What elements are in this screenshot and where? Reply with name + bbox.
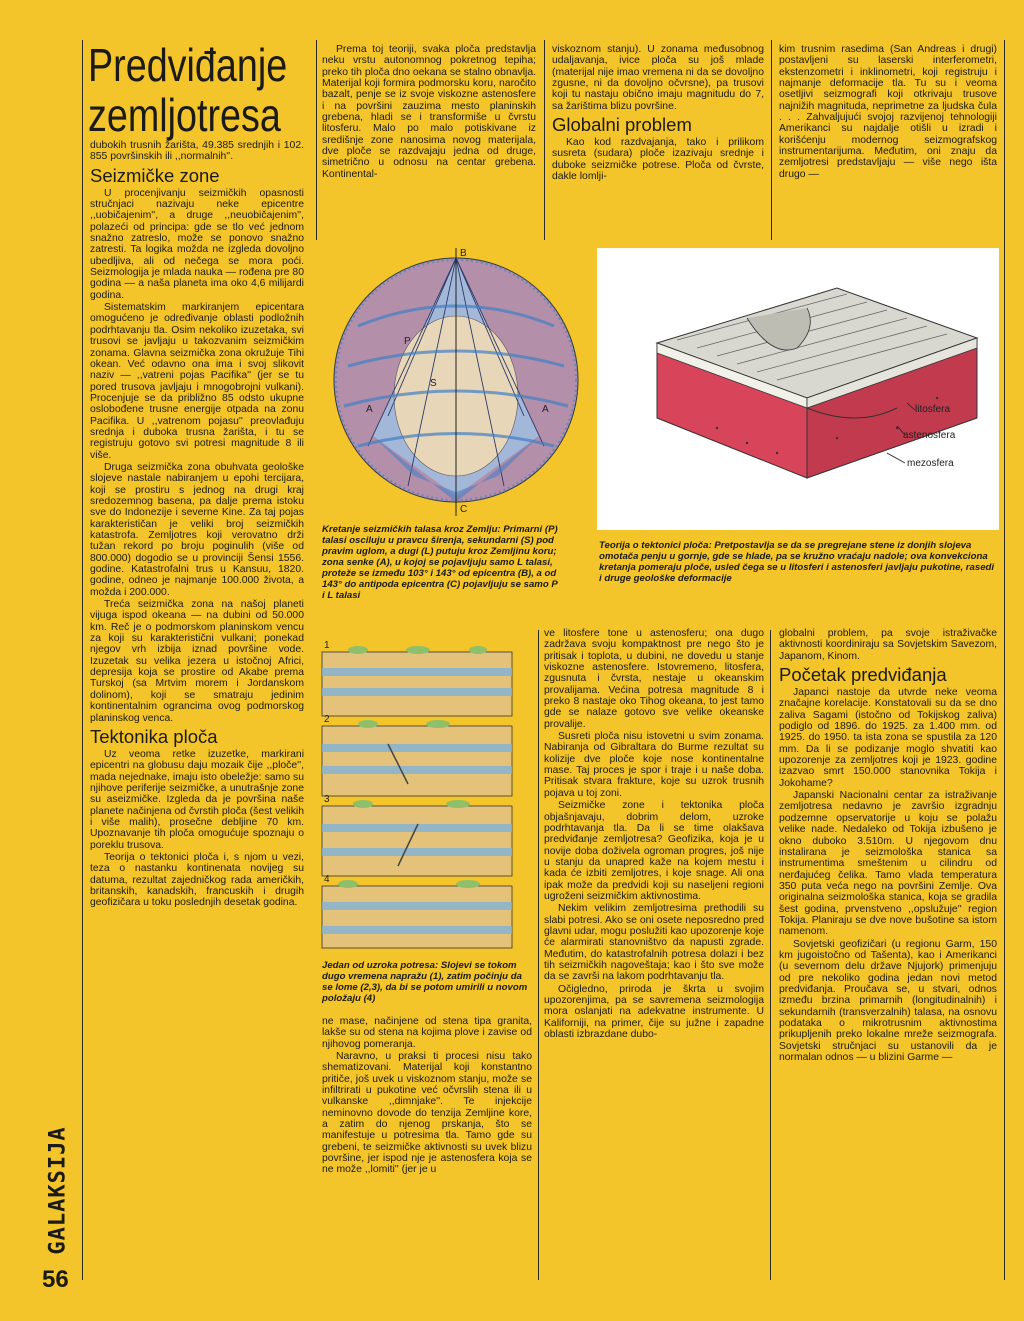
column-2-bottom (322, 1016, 532, 1274)
column-rule (538, 630, 539, 1280)
strata-num-3: 3 (324, 794, 330, 805)
column-4-bottom (779, 628, 997, 1274)
paragraph: Prema toj teoriji, svaka ploča predstavlja neku vrstu autonomnog pokretnog tepiha; preko tih ploča dno oekana se stalno obnavlja. Materijal koji formira podmorsku koru, naročito bazalt, penje se iz svoje viskozne astenosfere i na površini zauzima mesto planinskih grebena, hladi se i transformiše u čvrstu litosferu. Malo po malo potiskivane iz središnje zone nanosima novog materijala, dve ploče se razdvajaju jedna od druge, simetrično u odnosu na centar grebena. Kontinental- (322, 44, 536, 180)
strata-diagram (318, 634, 532, 956)
seismic-waves-globe (318, 246, 594, 518)
column-rule (82, 40, 83, 1280)
paragraph: Kao kod razdvajanja, tako i prilikom susreta (sudara) ploče izazivaju srednje i duboke seizmičke potrese. Ploča od čvrste, dakle lomlji- (552, 137, 764, 183)
column-rule (544, 40, 545, 240)
paragraph: Seizmičke zone i tektonika ploča objašnjavaju, dobrim delom, uzroke podrhtavanja tla. Da li se time olakšava predviđanje zemljotresa? Geofizika, koja je u novije doba doživela ogroman progres, još nije u stanju da unapred kaže na kojem mestu i kada će izbiti zemljotres, i koje snage. Ali ona ipak može da predvidi koji su naseljeni regioni ugroženi seizmičkim aktivnostima. (544, 800, 764, 902)
paragraph: viskoznom stanju). U zonama međusobnog udaljavanja, ivice ploča su još mlade (materijal nije imao vremena ni da se dovoljno zgusne, ni da dovoljno očvrsne), pa trusovi koji tu nastaju obično imaju magnitudu do 7, sa žarištima blizu površine. (552, 44, 764, 112)
paragraph: ve litosfere tone u astenosferu; ona dugo zadržava svoju kompaktnost pre nego što je pritisak i toplota, u dubini, ne dovedu u stanje viskozne astenosfere. Istovremeno, litosfera, zgusnuta i čvrsta, nestaje u okeanskim provalijama. Većina potresa magnitude 8 i preko 8 nastaje oko Tihog okeana, to jest tamo gde se nalaze gotovo sve velike okeanske provalije. (544, 628, 764, 730)
strata-num-2: 2 (324, 714, 330, 725)
column-rule (1004, 40, 1005, 1280)
paragraph: kim trusnim rasedima (San Andreas i drugi) postavljeni su laserski interferometri, ekstenzometri i inklinometri, koji registruju i najmanje deformacije tla. Tu su i veoma osetljivi seizmografi koji otkrivaju trusove najnižih magnituda, neprimetne za ljudska čula . . . Zahvaljujući svojoj razvijenoj tehnologiji Amerikanci su najdalje otišli u izradi i korišćenju modernog seizmografskog instrumentarijuma. Međutim, oni znaju da zemljotresi predstavljaju — više nego išta drugo — (779, 44, 997, 180)
paragraph: Naravno, u praksi ti procesi nisu tako shematizovani. Materijal koji konstantno pritiče, još uvek u viskoznom stanju, može se infiltrirati u pukotine već očvrslih stena ili u vulkanske ,,dimnjake''. Te injekcije neminovno dovode do tenzija Zemljine kore, a zatim do njenog prskanja, što se manifestuje u potresima tla. Tamo gde su grebeni, te seizmičke aktivnosti su uvek blizu površine, jer ispod nje je astenosfera koja se ne može ,,lomiti'' (jer je u (322, 1051, 532, 1176)
globe-label-p: P (404, 336, 411, 347)
column-1 (90, 140, 304, 1270)
tectonic-block-diagram (597, 248, 999, 530)
paragraph: Druga seizmička zona obuhvata geološke slojeve nastale nabiranjem u epohi tercijara, koji se prostiru s jednog na drugi kraj sredozemnog basena, pa dalje prema istoku sve do Indonezije i severne Kine. Za taj pojas karakterističan je veliki broj seizmičkih katastrofa. Zemljotres koji verovatno drži tužan rekord po broju poginulih (više od 800.000) dogodio se u provinciji Šensi 1556. godine. Katastrofalni trus u Kansuu, 1820. godine, odneo je najmanje 100.000 života, a možda i 200.000. (90, 461, 304, 598)
strata-num-1: 1 (324, 640, 330, 651)
paragraph: globalni problem, pa svoje istraživačke aktivnosti koordiniraju sa Sovjetskim Savezom, Japanom, Kinom. (779, 628, 997, 662)
page-number: 56 (42, 1266, 69, 1293)
strata-num-4: 4 (324, 874, 330, 885)
globe-label-c: C (460, 504, 468, 515)
intro-paragraph: dubokih trusnih žarišta, 49.385 srednjih i 102. 855 površinskih ili ,,normalnih''. (90, 140, 304, 163)
globe-label-b: B (460, 248, 467, 259)
globe-figure (318, 246, 594, 518)
magazine-name-vertical: GALAKSIJA (45, 1125, 71, 1255)
column-3-bottom (544, 628, 764, 1274)
globe-label-a-right: A (542, 404, 549, 415)
paragraph: Susreti ploča nisu istovetni u svim zonama. Nabiranja od Gibraltara do Burme rezultat su kolizije dve ploče koje nose kontinentalne mase. Taj proces je spor i traje i u naše doba. Pritisak stvara frakture, koje su uzrok trusnih pojava u toj zoni. (544, 731, 764, 799)
paragraph: Nekim velikim zemljotresima prethodili su slabi potresi. Ako se oni osete neposredno pred glavni udar, mogu poslužiti kao upozorenje koje će alarmirati stanovništvo da napusti zgrade. Međutim, do katastrofalnih potresa dolazi i bez tih seizmičkih nagoveštaja; kao i što sve može da se završi na lakom podrhtavanju tla. (544, 903, 764, 983)
label-asthenosphere: astenosfera (903, 430, 956, 441)
heading-plate-tectonics: Tektonika ploča (90, 725, 218, 747)
paragraph: Sistematskim markiranjem epicentara omogućeno je određivanje oblasti podložnih podrhtavanju tla. Osim nekoliko izuzetaka, svi trusovi se javljaju u takozvanim seizmičkim zonama. Glavna seizmička zona okružuje Tihi okean. Već odavno ona ima i svoj slikovit naziv — ,,vatreni pojas Pacifika'' (jer se tu pored trusova javljaju i mnogobrojni vulkani). Procenjuje se da približno 85 odsto ukupne oslobođene trusne energije otpada na zonu Pacifika. U ,,vatrenom pojasu'' preovlađuju srednja i duboka trusna žarišta, i tu se registruju gotovo svi potresi magnitude 8 ili više. (90, 302, 304, 461)
globe-caption: Kretanje seizmičkih talasa kroz Zemlju: Primarni (P) talasi osciluju u pravcu širenja, sekundarni (S) pod pravim uglom, a dugi (L) putuju kroz Zemljinu koru; zona senke (A), u kojoj se pojavljuju samo L talasi, proteže se između 103° i 143° od epicentra (B), a od 143° do antipoda epicentra (C) pojavljuju se samo P i L talasi (322, 524, 558, 601)
paragraph: Japanci nastoje da utvrde neke veoma značajne korelacije. Konstatovali su da se dno zaliva Sagami (istočno od Tokijskog zaliva) podiglo od 1896. do 1925. za 1.400 mm. od 1925. do 1950. ta ista zona se spustila za 120 mm. Da li se podizanje moglo shvatiti kao upozorenje za zemljotres koji je 1923. godine izazvao smrt 150.000 stanovnika Tokija i Jokohame? (779, 687, 997, 789)
column-2-top (322, 44, 536, 242)
column-3-top (552, 44, 764, 242)
label-lithosphere: litosfera (915, 404, 951, 415)
paragraph: Očigledno, priroda je škrta u svojim upozorenjima, pa se savremena seizmologija mora oslanjati na adekvatne instrumente. U Kaliforniji, na primer, čije su južne i zapadne oblasti izbrazdane dubo- (544, 983, 764, 1041)
tectonic-caption: Teorija o tektonici ploča: Pretpostavlja se da se pregrejane stene iz donjih slojeva omotača penju u gornje, gde se hlade, pa se kružno vraćaju nadole; ova konvekciona kretanja pomeraju ploče, usled čega se u litosferi i astenosferi javljaju pukotine, rasedi i druge geološke deformacije (599, 540, 995, 584)
strata-figure (318, 634, 532, 956)
globe-label-s: S (430, 378, 437, 389)
article-title: Predviđanje zemljotresa (88, 39, 288, 141)
heading-seismic-zones: Seizmičke zone (90, 164, 220, 186)
column-rule (316, 40, 317, 240)
paragraph: Japanski Nacionalni centar za istraživanje zemljotresa nedavno je završio izgradnju podzemne opservatorije u koju se polažu velike nade. Nedaleko od Tokija izbušeno je okno duboko 3.510m. U njegovom dnu instalirana je seizmološka stanica sa instrumentima smeštenim u cilindru od nerđajućeg čelika. Tamo vlada temperatura 350 puta veća nego na površini Zemlje. Ova originalna seizmološka stanica, koja se gradila šest godina, prvenstveno ,,opslužuje'' region Tokija. Planiraju se dve nove bušotine sa istom namenom. (779, 790, 997, 938)
paragraph: Teorija o tektonici ploča i, s njom u vezi, teza o nastanku kontinenata novijeg su datuma, rezultat zajedničkog rada američkih, britanskih, kanadskih, francuskih i drugih geofizičara u toku poslednjih desetak godina. (90, 851, 304, 909)
column-4-top (779, 44, 997, 242)
strata-caption: Jedan od uzroka potresa: Slojevi se tokom dugo vremena napražu (1), zatim počinju da se lome (2,3), da bi se potom umirili u novom položaju (4) (322, 960, 528, 1004)
heading-prediction-start: Početak predviđanja (779, 664, 947, 686)
tectonic-figure (597, 248, 999, 530)
globe-label-a-left: A (366, 404, 373, 415)
paragraph: ne mase, načinjene od stena tipa granita, lakše su od stena na kojima plove i zavise od njihovog pomeranja. (322, 1016, 532, 1050)
paragraph: Treća seizmička zona na našoj planeti vijuga ispod okeana — na dubini od 50.000 km. Reč je o podmorskom planinskom vencu za koji su karakteristični vulkani; ponekad njegov vrh izbija iznad površine vode. Izuzetak su velika jezera u istočnoj Africi, depresija koja se prostire od Akabe prema Turskoj (sa Mrtvim morem i Jordanskom dolinom), koji se smatraju jedinim kontinentalnim ograncima ovog podmorskog planinskog venca. (90, 599, 304, 724)
paragraph: Sovjetski geofizičari (u regionu Garm, 150 km jugoistočno od Tašenta), kao i Amerikanci (u severnom delu države Njujork) primenjuju od pre nekoliko godina jedan novi metod predviđanja. Proučava se, u stvari, odnos između brzina primarnih (longitudinalnih) i sekundarnih (transverzalnih) talasa, na osnovu podataka o mikrotrusnim aktivnostima prikupljenih preko lokalne mreže seizmografa. Sovjetski stručnjaci su ustanovili da je normalan odnos — u blizini Garme — (779, 938, 997, 1064)
label-mesosphere: mezosfera (907, 458, 954, 469)
column-rule (771, 40, 772, 240)
paragraph: Uz veoma retke izuzetke, markirani epicentri na globusu daju mozaik čije ,,ploče'', mada nejednake, imaju isto obeležje: samo su njihove periferije seizmičke, a unutrašnje zone su aseizmičke. Izgleda da je površina naše planete načinjena od čvrstih ploča (šest velikih i više malih), prosečne debljine 70 km. Upoznavanje tih ploča omogućuje spoznaju o poreklu trusova. (90, 748, 304, 851)
column-rule (770, 630, 771, 1280)
paragraph: U procenjivanju seizmičkih opasnosti stručnjaci nazivaju neke epicentre ,,uobičajenim'', a druge ,,neuobičajenim'', polazeći od principa: gde se tlo već jednom snažno zatreslo, može se ponovo snažno zatresti. Ta logika možda ne izgleda dovoljno ubedljiva, ali od nečega se mora poći. Seizmologija je mlada nauka — rođena pre 80 godina — a naša planeta ima oko 4,6 milijardi godina. (90, 187, 304, 301)
heading-global-problem: Globalni problem (552, 114, 692, 136)
